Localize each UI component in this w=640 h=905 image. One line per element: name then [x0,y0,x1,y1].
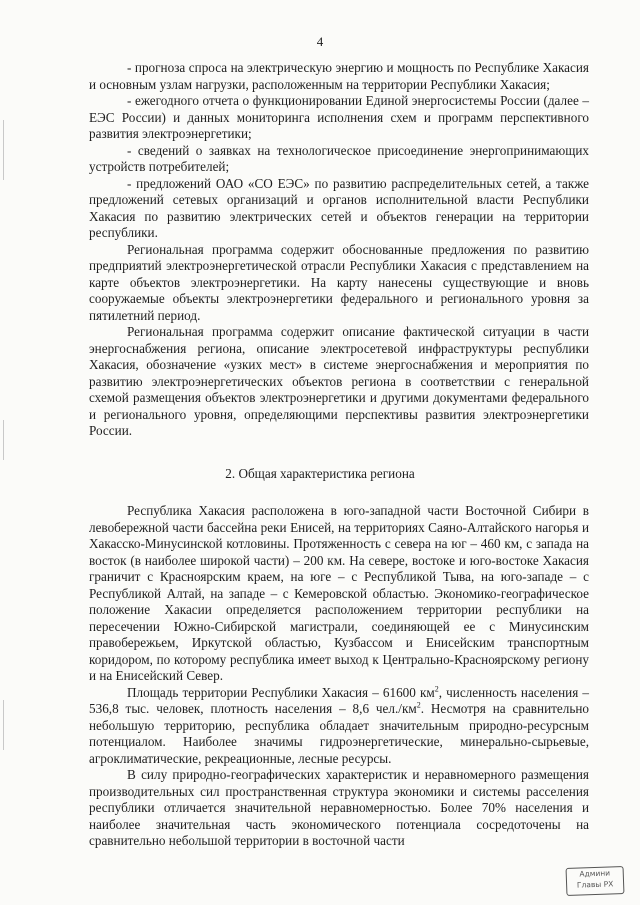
scan-edge-mark [3,420,4,460]
resources-text: . Несмотря на сравнительно небольшую территорию, республика обладает значительным природно-ресурсным потенциалом. Наиболее значимы гидроэнергетические, минерально-сырьевые, агроклиматические, рекреационные, лесные ресурсы. [89,701,590,766]
stamp-line-2: Главы РХ [576,879,614,890]
paragraph-economy-structure: В силу природно-географических характеристик и неравномерного размещения производительных сил пространственная структура экономики и системы расселения республики отличается значительной неравномерностью. Более 70% населения и наиболее значительная часть экономического потенциала сосредоточены на сравнительно небольшой территории в восточной части [89,767,589,848]
superscript-density: 2 [416,700,421,710]
paragraph-program-proposals: Региональная программа содержит обоснованные предложения по развитию предприятий электроэнергетической отрасли Республики Хакасия с представлением на карте объектов электроэнергетики. На карту нанесены существующие и вновь сооружаемые объекты электроэнергетики федерального и регионального уровня за пятилетний период. [89,241,589,323]
paragraph-area-population [89,685,589,768]
population-text: , численность населения – 536,8 тыс. человек, плотность населения – 8,6 чел./км [89,684,589,716]
page-number: 4 [316,34,324,49]
list-item-so-ees-proposals: - предложений ОАО «СО ЕЭС» по развитию распределительных сетей, а также предложений сетевых организаций и органов исполнительной власти Республики Хакасия по развитию электрических сетей и объектов генерации на территории республики. [89,175,589,240]
administration-stamp [566,866,625,896]
scan-edge-mark [3,120,4,180]
paragraph-location: Республика Хакасия расположена в юго-западной части Восточной Сибири в левобережной части бассейна реки Енисей, на территориях Саяно-Алтайского нагорья и Хакасско-Минусинской котловины. Протяженность с севера на юг – 460 км, с запада на восток (в наиболее широкой части) – 200 км. На севере, востоке и юго-востоке Хакасия граничит с Красноярским краем, на юге – с Республикой Тыва, на юго-западе – с Республикой Алтай, на западе – с Кемеровской областью. Экономико-географическое положение Хакасии определяется расположением территории республики на пересечении Южно-Сибирской магистрали, соединяющей ее с Минусинским правобережьем, Иркутской областью, Кузбассом и Енисейским транспортным коридором, по которому республика имеет выход к Центрально-Красноярскому региону и на Енисейский Север. [89,503,589,683]
scan-edge-mark [3,700,4,750]
region-text-block [89,503,589,850]
stamp-line-1: Админи [579,868,611,879]
list-item-demand-forecast: - прогноза спроса на электрическую энергию и мощность по Республике Хакасия и основным узлам нагрузки, расположенным на территории Республики Хакасия; [89,60,589,92]
list-item-annual-report: - ежегодного отчета о функционировании Единой энергосистемы России (далее – ЕЭС России) и данных мониторинга исполнения схем и программ перспективного развития электроэнергетики; [89,93,589,141]
paragraph-program-description: Региональная программа содержит описание фактической ситуации в части энергоснабжения региона, описание электросетевой инфраструктуры республики Хакасия, обозначение «узких мест» в системе энергоснабжения и мероприятия по развитию электроэнергетических объектов региона в соответствии с генеральной схемой размещения объектов электроэнергетики и другими документами федерального и регионального уровня, определяющими перспективы развития электроэнергетики России. [89,324,589,438]
superscript-area: 2 [434,684,439,694]
intro-text-block [89,60,589,440]
area-text: Площадь территории Республики Хакасия – 61600 км [127,684,435,700]
list-item-connection-requests: - сведений о заявках на технологическое присоединение энергопринимающих устройств потребителей; [89,142,589,174]
section-heading: 2. Общая характеристика региона [225,466,415,481]
